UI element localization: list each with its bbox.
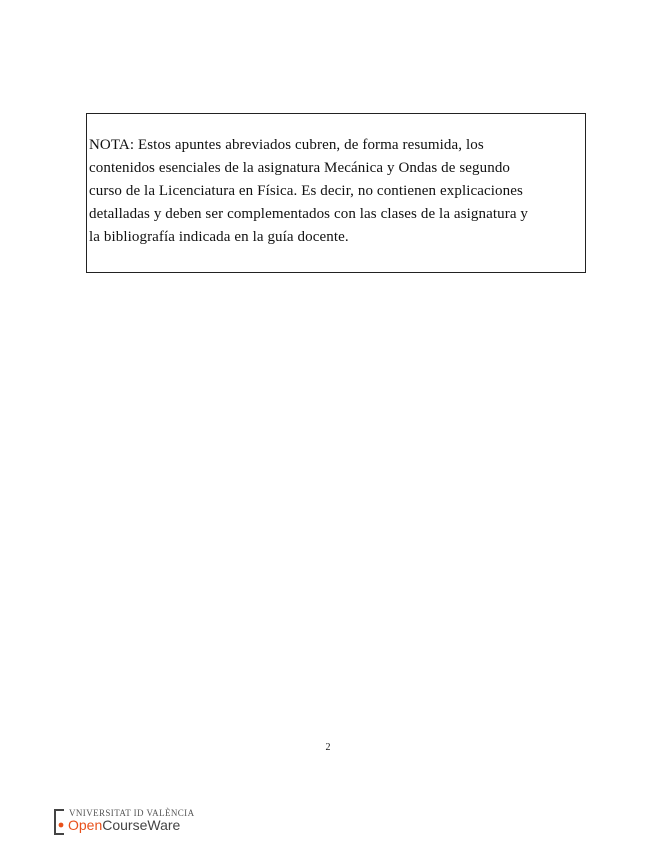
page-number: 2	[325, 742, 331, 753]
note-text	[89, 134, 583, 249]
logo-bracket-icon	[52, 809, 66, 835]
note-line: detalladas y deben ser complementados con las clases de la asignatura y	[89, 206, 529, 222]
note-line: curso de la Licenciatura en Física. Es decir, no contienen explicaciones	[89, 183, 523, 199]
university-name: VNIVERSITAT ID VALÈNCIA	[69, 808, 195, 818]
note-line: la bibliografía indicada en la guía docente.	[89, 229, 349, 245]
opencourseware-logo	[52, 806, 202, 838]
brand-open: Open	[68, 817, 103, 833]
brand-rest: CourseWare	[102, 817, 181, 833]
brand-name	[68, 817, 180, 833]
note-line: NOTA: Estos apuntes abreviados cubren, de forma resumida, los	[89, 137, 484, 153]
note-box	[86, 113, 586, 273]
note-line: contenidos esenciales de la asignatura Mecánica y Ondas de segundo	[89, 160, 511, 176]
